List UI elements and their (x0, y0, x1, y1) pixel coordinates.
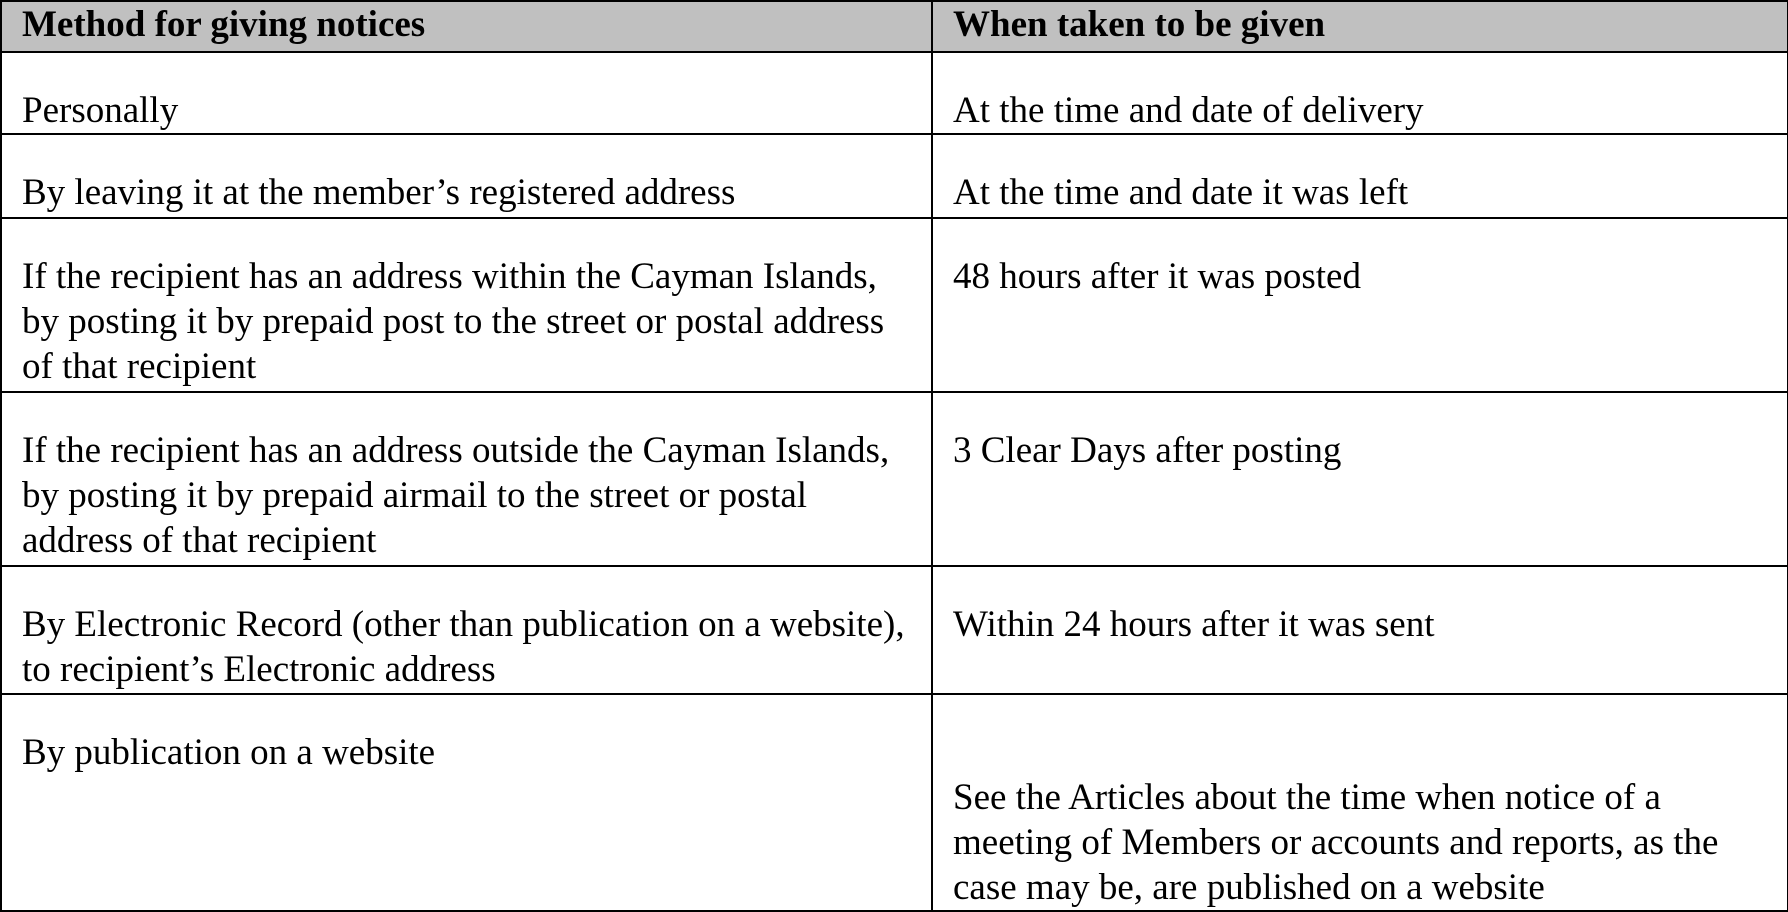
method-cell: By Electronic Record (other than publication on a website), to recipient’s Electronic address (1, 566, 932, 694)
header-when: When taken to be given (932, 1, 1788, 52)
table-row (1, 694, 1788, 911)
method-cell: If the recipient has an address outside the Cayman Islands, by posting it by prepaid airmail to the street or postal address of that recipient (1, 392, 932, 566)
method-cell: If the recipient has an address within the Cayman Islands, by posting it by prepaid post to the street or postal address of that recipient (1, 218, 932, 392)
header-method: Method for giving notices (1, 1, 932, 52)
when-cell: See the Articles about the time when notice of a meeting of Members or accounts and reports, as the case may be, are published on a website (932, 694, 1788, 911)
when-cell: 3 Clear Days after posting (932, 392, 1788, 566)
method-cell: By publication on a website (1, 694, 932, 911)
table-row (1, 134, 1788, 218)
table-row (1, 566, 1788, 694)
when-cell: At the time and date of delivery (932, 52, 1788, 134)
table-row (1, 392, 1788, 566)
when-cell: At the time and date it was left (932, 134, 1788, 218)
method-cell: Personally (1, 52, 932, 134)
table-row (1, 218, 1788, 392)
table-header-row (1, 1, 1788, 52)
table-row (1, 52, 1788, 134)
when-cell: Within 24 hours after it was sent (932, 566, 1788, 694)
method-cell: By leaving it at the member’s registered address (1, 134, 932, 218)
when-cell: 48 hours after it was posted (932, 218, 1788, 392)
